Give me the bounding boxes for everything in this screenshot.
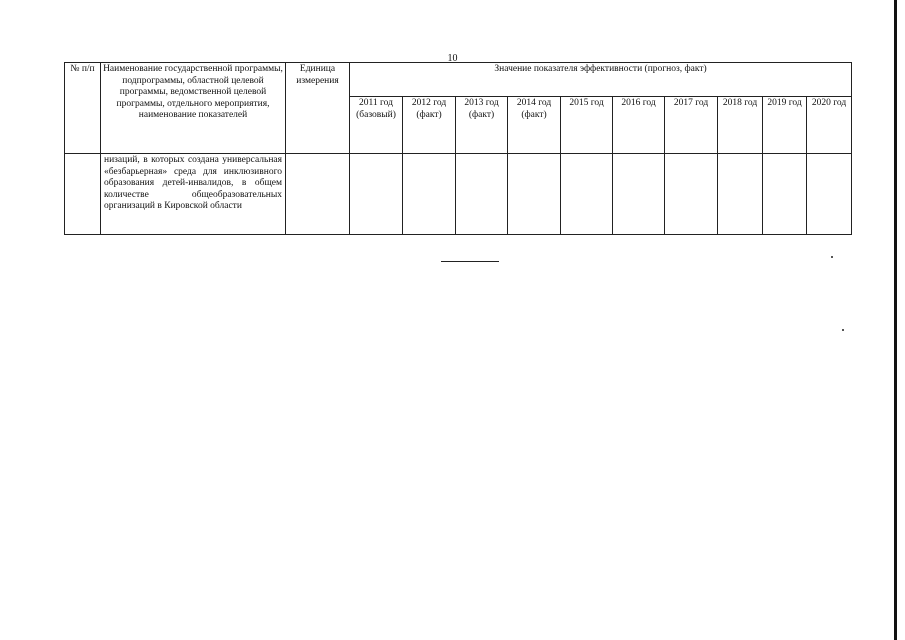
value-cell	[403, 154, 456, 235]
end-rule	[441, 261, 499, 262]
header-value-group: Значение показателя эффективности (прогноз, факт)	[350, 63, 852, 97]
header-year: 2017 год	[665, 97, 718, 154]
scan-speck	[831, 256, 833, 258]
value-cell	[763, 154, 807, 235]
value-cell	[508, 154, 561, 235]
table-row	[65, 154, 852, 235]
table-header-row	[65, 63, 852, 97]
value-cell	[561, 154, 613, 235]
header-year: 2018 год	[718, 97, 763, 154]
header-year: 2020 год	[807, 97, 852, 154]
value-cell	[350, 154, 403, 235]
page-number: 10	[447, 53, 458, 64]
row-name-cell: низаций, в которых создана универсальная «безбарьерная» среда для инклюзивного образования детей-инвалидов, в общем количестве общеобразовательных организаций в Кировской области	[101, 154, 286, 235]
header-year: 2012 год (факт)	[403, 97, 456, 154]
row-num-cell	[65, 154, 101, 235]
header-year: 2016 год	[613, 97, 665, 154]
value-cell	[807, 154, 852, 235]
value-cell	[456, 154, 508, 235]
scan-speck	[842, 329, 844, 331]
header-name: Наименование государственной программы, подпрограммы, областной целевой программы, ведомственной целевой программы, отдельного мероприятия, наименование показателей	[101, 63, 286, 154]
value-cell	[665, 154, 718, 235]
header-year: 2011 год (базовый)	[350, 97, 403, 154]
header-year: 2013 год (факт)	[456, 97, 508, 154]
value-cell	[613, 154, 665, 235]
indicator-table	[64, 62, 852, 235]
header-year: 2014 год (факт)	[508, 97, 561, 154]
header-year: 2015 год	[561, 97, 613, 154]
value-cell	[718, 154, 763, 235]
row-unit-cell	[286, 154, 350, 235]
header-num: № п/п	[65, 63, 101, 154]
header-year: 2019 год	[763, 97, 807, 154]
header-unit: Единица измерения	[286, 63, 350, 154]
scan-edge-line	[894, 0, 897, 640]
